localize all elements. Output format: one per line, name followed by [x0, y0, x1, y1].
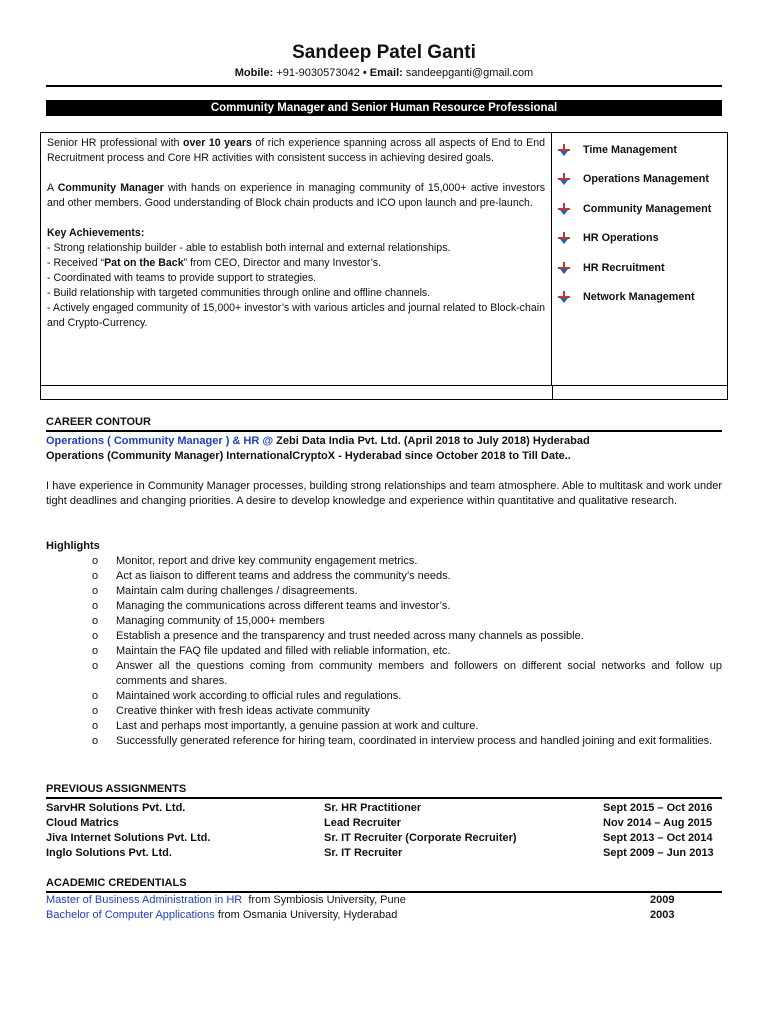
summary-bottom-row: [41, 385, 727, 386]
academics-section-title: ACADEMIC CREDENTIALS: [46, 877, 722, 893]
skill-label: Community Management: [583, 202, 712, 215]
degree-name: Master of Business Administration in HR: [46, 894, 243, 906]
circle-bullet-icon: o: [92, 585, 99, 597]
highlight-item: [46, 629, 722, 644]
highlight-item: [46, 569, 722, 584]
career-section-title: CAREER CONTOUR: [46, 416, 722, 432]
degree-institution: from Symbiosis University, Pune: [242, 894, 406, 906]
highlight-text: Last and perhaps most importantly, a genuine passion at work and culture.: [116, 720, 479, 732]
skill-item: [557, 224, 727, 254]
circle-bullet-icon: o: [92, 570, 99, 582]
achievement-item: - Coordinated with teams to provide support to strategies.: [47, 272, 317, 284]
candidate-name: Sandeep Patel Ganti: [292, 42, 476, 63]
achievement-item: - Actively engaged community of 15,000+ investor’s with various articles and journal related to Block-chain and Crypto-Currency.: [47, 302, 545, 329]
assignment-company: SarvHR Solutions Pvt. Ltd.: [46, 802, 186, 814]
assignment-row: [46, 847, 722, 862]
arrow-bullet-icon: [557, 144, 581, 156]
circle-bullet-icon: o: [92, 555, 99, 567]
highlight-text: Establish a presence and the transparency and trust needed across many channels as possible.: [116, 630, 584, 642]
header-divider: [46, 85, 722, 87]
highlight-item: [46, 734, 722, 749]
highlight-text: Act as liaison to different teams and address the community’s needs.: [116, 570, 451, 582]
contact-line: [46, 67, 722, 79]
achievements-title: Key Achievements:: [47, 227, 145, 239]
circle-bullet-icon: o: [92, 630, 99, 642]
contact-separator: •: [362, 67, 367, 79]
highlight-item: [46, 554, 722, 569]
highlight-item: [46, 644, 722, 659]
assignment-company: Inglo Solutions Pvt. Ltd.: [46, 847, 172, 859]
mobile-label: Mobile:: [234, 67, 274, 79]
circle-bullet-icon: o: [92, 690, 99, 702]
summary-bottom-divider: [552, 385, 553, 400]
assignment-period: Sept 2015 – Oct 2016: [603, 802, 713, 814]
assignment-period: Nov 2014 – Aug 2015: [603, 817, 713, 829]
highlight-item: [46, 689, 722, 704]
highlights-title: Highlights: [46, 540, 100, 552]
mobile-number: +91-9030573042: [276, 67, 360, 79]
highlight-text: Maintained work according to official rules and regulations.: [116, 690, 402, 702]
arrow-bullet-icon: [557, 262, 581, 274]
arrow-bullet-icon: [557, 291, 581, 303]
career-description: I have experience in Community Manager processes, building strong relationships and team atmosphere. Able to multitask and work under tight deadlines and changing priorities. A desire to develop knowledge and experience within quantitative and qualitative research.: [46, 480, 722, 507]
highlight-text: Maintain calm during challenges / disagreements.: [116, 585, 358, 597]
assignment-row: [46, 802, 722, 817]
assignment-row: [46, 832, 722, 847]
highlight-item: [46, 584, 722, 599]
highlight-item: [46, 614, 722, 629]
highlight-text: Answer all the questions coming from community members and followers on different social networks and follow up comments and shares.: [116, 660, 722, 687]
skill-label: HR Recruitment: [583, 261, 665, 274]
arrow-bullet-icon: [557, 203, 581, 215]
degree-institution: from Osmania University, Hyderabad: [214, 909, 398, 921]
highlight-text: Managing the communications across different teams and investor’s.: [116, 600, 451, 612]
career-role-1: Operations ( Community Manager ) & HR @ Zebi Data India Pvt. Ltd. (April 2018 to July 2018) Hyderabad: [46, 435, 590, 447]
assignment-role: Lead Recruiter: [324, 817, 402, 829]
circle-bullet-icon: o: [92, 705, 99, 717]
circle-bullet-icon: o: [92, 645, 99, 657]
arrow-bullet-icon: [557, 173, 581, 185]
skill-label: Time Management: [583, 143, 677, 156]
highlight-text: Creative thinker with fresh ideas activate community: [116, 705, 370, 717]
circle-bullet-icon: o: [92, 600, 99, 612]
circle-bullet-icon: o: [92, 735, 99, 747]
skill-item: [557, 135, 727, 165]
assignment-period: Sept 2009 – Jun 2013: [603, 847, 714, 859]
circle-bullet-icon: o: [92, 615, 99, 627]
highlight-item: [46, 659, 722, 689]
skill-label: HR Operations: [583, 232, 659, 245]
degree-year: 2009: [650, 894, 675, 906]
professional-title-banner: Community Manager and Senior Human Resource Professional: [46, 100, 722, 116]
arrow-bullet-icon: [557, 232, 581, 244]
academic-row: [46, 894, 722, 909]
skill-item: [557, 253, 727, 283]
highlights-list: [46, 554, 722, 749]
degree-year: 2003: [650, 909, 675, 921]
summary-text: [41, 133, 552, 385]
assignment-role: Sr. IT Recruiter: [324, 847, 403, 859]
skill-label: Network Management: [583, 291, 695, 304]
assignment-company: Jiva Internet Solutions Pvt. Ltd.: [46, 832, 211, 844]
assignment-company: Cloud Matrics: [46, 817, 119, 829]
assignment-role: Sr. HR Practitioner: [324, 802, 422, 814]
highlight-item: [46, 599, 722, 614]
career-role-2: Operations (Community Manager) InternationalCryptoX - Hyderabad since October 2018 to Till Date..: [46, 450, 571, 462]
highlight-text: Successfully generated reference for hiring team, coordinated in interview process and handled joining and exit formalities.: [116, 735, 713, 747]
skill-item: [557, 283, 727, 313]
highlight-text: Managing community of 15,000+ members: [116, 615, 325, 627]
achievement-item: - Received “Pat on the Back” from CEO, Director and many Investor’s.: [47, 257, 382, 269]
assignments-section-title: PREVIOUS ASSIGNMENTS: [46, 783, 722, 799]
summary-paragraph-1: Senior HR professional with over 10 years of rich experience spanning across all aspects of End to End Recruitment process and Core HR activities with consistent success in achieving desired goals.: [47, 137, 545, 164]
degree-name: Bachelor of Computer Applications: [46, 909, 215, 921]
skill-item: [557, 194, 727, 224]
skill-label: Operations Management: [583, 173, 709, 186]
circle-bullet-icon: o: [92, 720, 99, 732]
circle-bullet-icon: o: [92, 660, 99, 672]
skills-list: [557, 135, 727, 312]
assignment-row: [46, 817, 722, 832]
achievement-item: - Strong relationship builder - able to establish both internal and external relationships.: [47, 242, 451, 254]
achievement-item: - Build relationship with targeted communities through online and offline channels.: [47, 287, 431, 299]
email-label: Email:: [369, 67, 403, 79]
assignment-period: Sept 2013 – Oct 2014: [603, 832, 713, 844]
highlight-item: [46, 719, 722, 734]
assignment-role: Sr. IT Recruiter (Corporate Recruiter): [324, 832, 517, 844]
highlight-text: Maintain the FAQ file updated and filled with reliable information, etc.: [116, 645, 451, 657]
summary-table: [40, 132, 728, 400]
skill-item: [557, 165, 727, 195]
academic-row: [46, 909, 722, 924]
email-address: sandeepganti@gmail.com: [405, 67, 534, 79]
highlight-text: Monitor, report and drive key community engagement metrics.: [116, 555, 418, 567]
highlight-item: [46, 704, 722, 719]
summary-paragraph-2: A Community Manager with hands on experience in managing community of 15,000+ active investors and other members. Good understanding of Block chain products and ICO upon launch and pre-launch.: [47, 182, 545, 209]
